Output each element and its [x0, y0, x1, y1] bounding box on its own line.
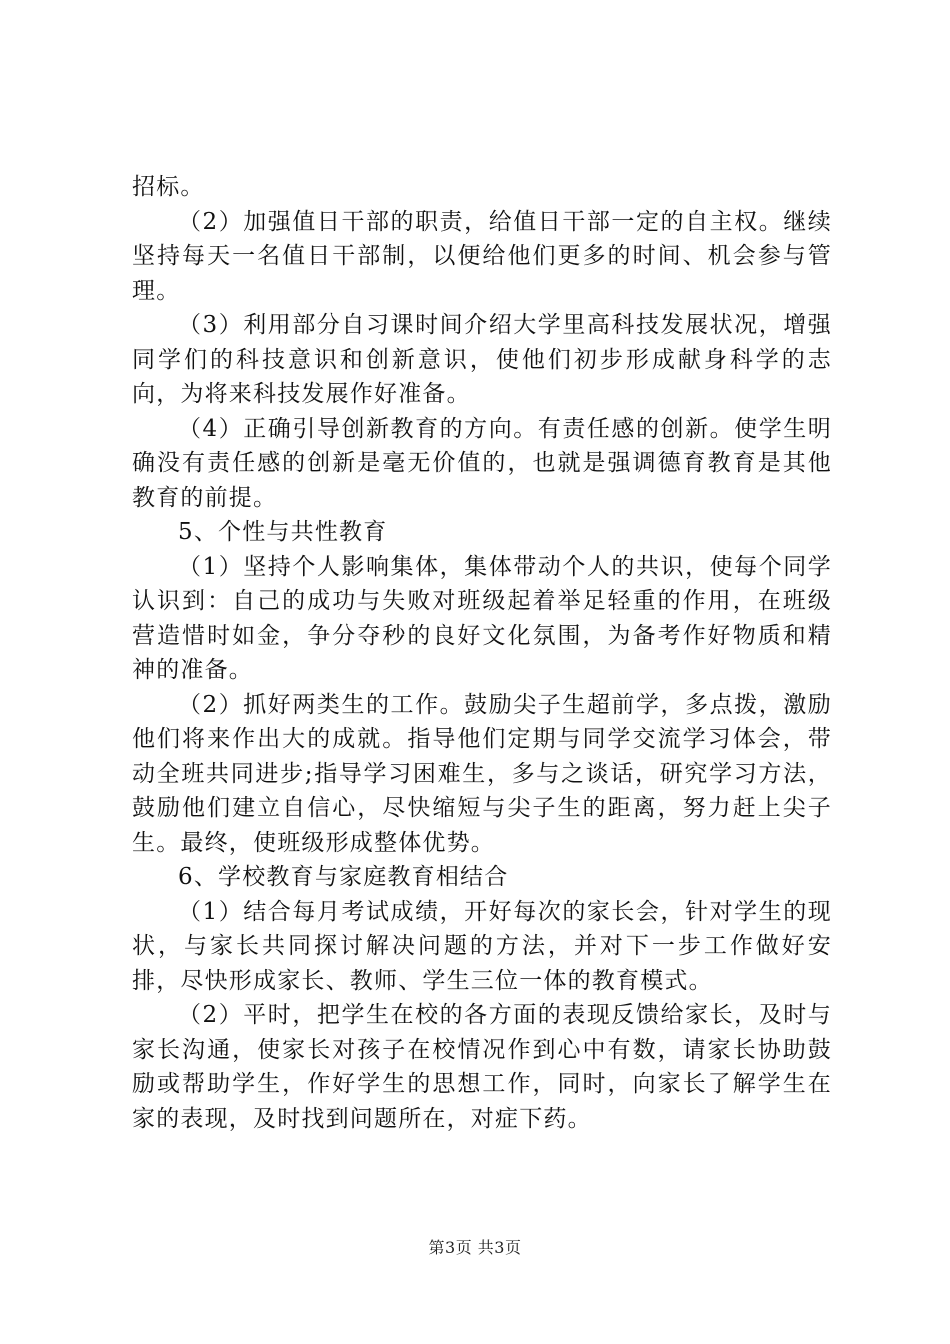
paragraph-item-2-duty-officer: （2）加强值日干部的职责，给值日干部一定的自主权。继续坚持每天一名值日干部制，以便给他们更多的时间、机会参与管理。 — [132, 208, 832, 304]
document-body — [132, 170, 832, 1136]
paragraph-continuation: 招标。 — [132, 174, 205, 200]
paragraph-item-3-technology: （3）利用部分自习课时间介绍大学里高科技发展状况，增强同学们的科技意识和创新意识，使他们初步形成献身科学的志向，为将来科技发展作好准备。 — [132, 312, 832, 407]
section-heading-6: 6、学校教育与家庭教育相结合 — [178, 864, 509, 890]
section-heading-5: 5、个性与共性教育 — [178, 519, 388, 545]
page-number-footer: 第3页 共3页 — [428, 1238, 522, 1257]
paragraph-item-2-feedback: （2）平时，把学生在校的各方面的表现反馈给家长，及时与家长沟通，使家长对孩子在校情况作到心中有数，请家长协助鼓励或帮助学生，作好学生的思想工作，同时，向家长了解学生在家的表现，及时找到问题所在，对症下药。 — [132, 1002, 832, 1132]
paragraph-item-4-innovation: （4）正确引导创新教育的方向。有责任感的创新。使学生明确没有责任感的创新是毫无价值的，也就是强调德育教育是其他教育的前提。 — [132, 415, 832, 511]
paragraph-item-1-parent-meeting: （1）结合每月考试成绩，开好每次的家长会，针对学生的现状，与家长共同探讨解决问题的方法，并对下一步工作做好安排，尽快形成家长、教师、学生三位一体的教育模式。 — [132, 898, 832, 994]
paragraph-item-1-collective: （1）坚持个人影响集体，集体带动个人的共识，使每个同学认识到：自己的成功与失败对班级起着举足轻重的作用，在班级营造惜时如金，争分夺秒的良好文化氛围，为备考作好物质和精神的准备。 — [132, 553, 832, 683]
paragraph-item-2-two-groups: （2）抓好两类生的工作。鼓励尖子生超前学，多点拨，激励他们将来作出大的成就。指导他们定期与同学交流学习体会，带动全班共同进步;指导学习困难生，多与之谈话，研究学习方法，鼓励他们建立自信心，尽快缩短与尖子生的距离，努力赶上尖子生。最终，使班级形成整体优势。 — [132, 691, 832, 856]
